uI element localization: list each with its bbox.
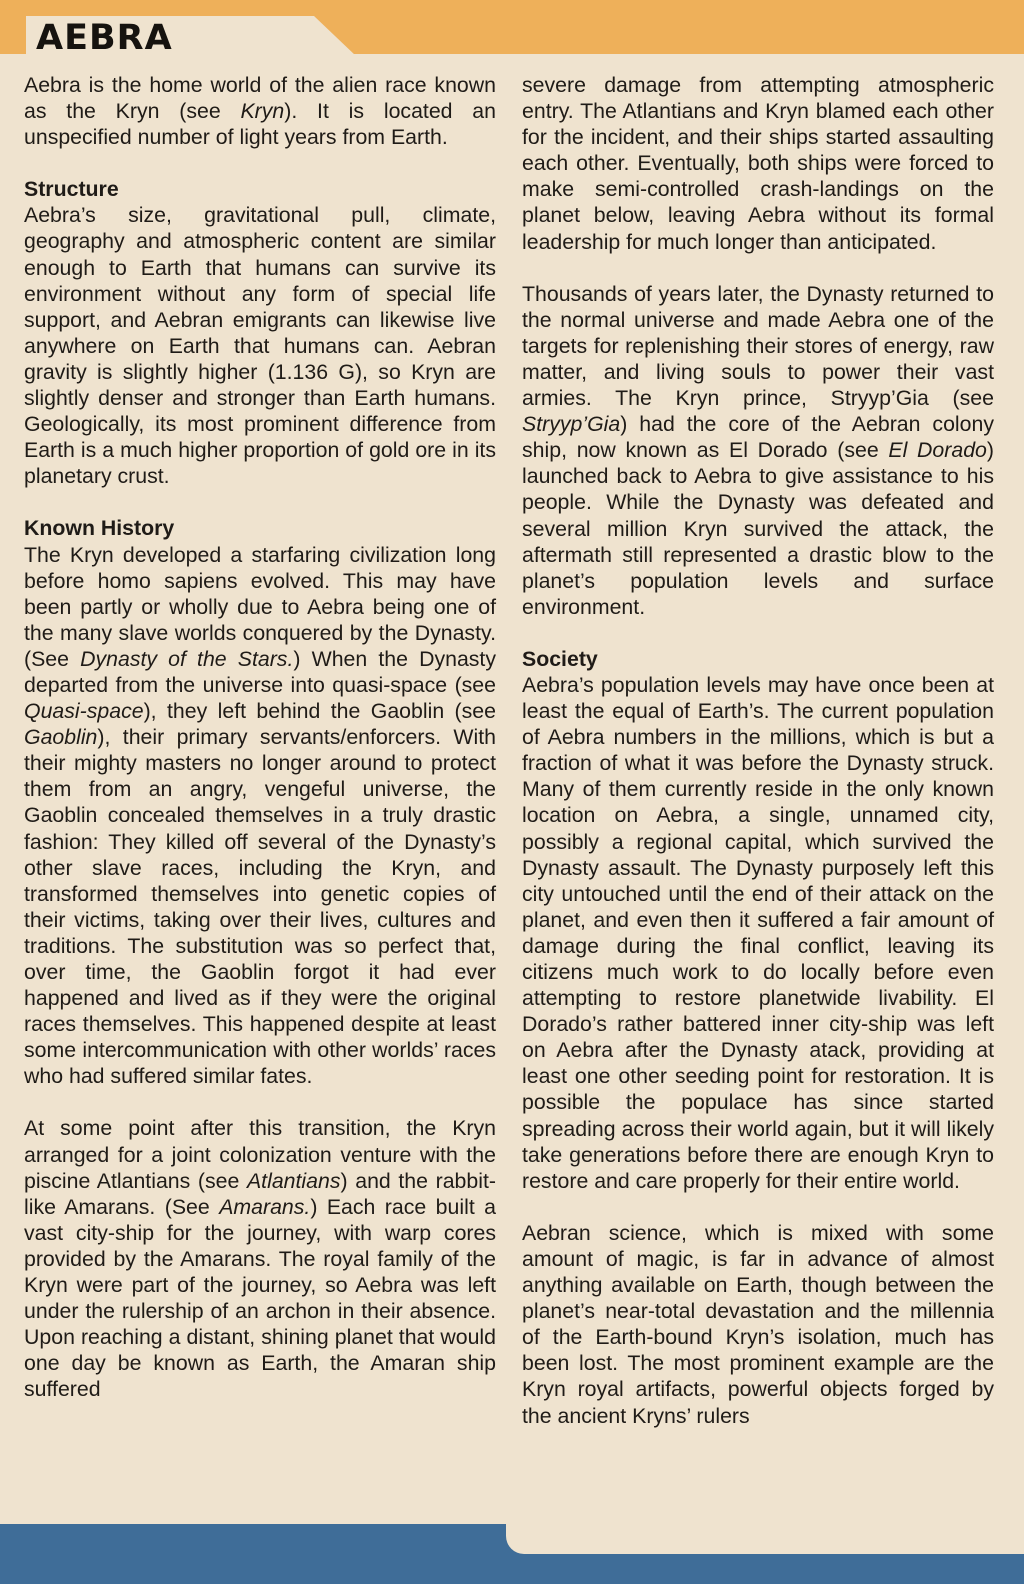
known-history-heading: Known History <box>24 516 175 541</box>
society-paragraph-2: Aebran science, which is mixed with some amount of magic, is far in advance of almost anything available on Earth, though between the planet’s near-total devastation and the millennia of the Earth-bound Kryn’s isolation, much has been lost. The most prominent example are the Kryn royal artifacts, powerful objects forged by the ancient Kryns’ rulers <box>522 1220 994 1428</box>
intro-paragraph: Aebra is the home world of the alien race known as the Kryn (see Kryn). It is located an unspecified number of light years from Earth. <box>24 73 496 150</box>
gaoblin-reference: Gaoblin <box>24 725 98 750</box>
structure-heading: Structure <box>24 177 119 202</box>
quasi-space-reference: Quasi-space <box>24 699 144 724</box>
history-paragraph-2-continued: severe damage from attempting atmospheric entry. The Atlantians and Kryn blamed each other for the incident, and their ships started assaulting each other. Eventually, both ships were forced to make semi-controlled crash-landings on the planet below, leaving Aebra without its formal leadership for much longer than anticipated. <box>522 73 994 254</box>
atlantians-reference: Atlantians <box>246 1168 341 1193</box>
history-paragraph-2: At some point after this transition, the Kryn arranged for a joint colonization venture with the piscine Atlantians (see Atlantians) and the rabbit-like Amarans. (See Amarans.) Each race built a vast city-ship for the journey, with warp cores provided by the Amarans. The royal family of the Kryn were part of the journey, so Aebra was left under the rulership of an archon in their absence. Upon reaching a distant, shining planet that would one day be known as Earth, the Amaran ship suffered <box>24 1116 496 1402</box>
page-title: AEBRA <box>36 18 173 58</box>
dynasty-reference: Dynasty of the Stars. <box>80 646 294 671</box>
amarans-reference: Amarans. <box>219 1194 311 1219</box>
society-heading: Society <box>522 646 598 671</box>
stryyp-gia-reference: Stryyp’Gia <box>522 412 621 437</box>
kryn-reference: Kryn <box>240 99 285 124</box>
history-paragraph-1: The Kryn developed a starfaring civilization long before homo sapiens evolved. This may have been partly or wholly due to Aebra being one of the many slave worlds conquered by the Dynasty. (See Dynasty of the Stars.) When the Dynasty departed from the universe into quasi-space (see Quasi-space), they left behind the Gaoblin (see Gaoblin), their primary servants/enforcers. With their mighty masters no longer around to protect them from an angry, vengeful universe, the Gaoblin concealed themselves in a truly drastic fashion: They killed off several of the Dynasty’s other slave races, including the Kryn, and transformed themselves into genetic copies of their victims, taking over their lives, cultures and traditions. The substitution was so perfect that, over time, the Gaoblin forgot it had ever happened and lived as if they were the original races themselves. This happened despite at least some intercommunication with other worlds’ races who had suffered similar fates. <box>24 542 496 1089</box>
el-dorado-reference: El Dorado <box>888 438 987 463</box>
society-paragraph-1: Aebra’s population levels may have once been at least the equal of Earth’s. The current population of Aebra numbers in the millions, which is but a fraction of what it was before the Dynasty struck. Many of them currently reside in the only known location on Aebra, a single, unnamed city, possibly a regional capital, which survived the Dynasty assault. The Dynasty purposely left this city untouched until the end of their attack on the planet, and even then it suffered a fair amount of damage during the final conflict, leaving its citizens much work to do locally before even attempting to restore planetwide livability. El Dorado’s rather battered inner city-ship was left on Aebra after the Dynasty atack, providing at least one other seeding point for restoration. It is possible the populace has since started spreading across their world again, but it will likely take generations before there are enough Kryn to restore and care properly for their entire world. <box>522 672 994 1193</box>
structure-paragraph: Aebra’s size, gravitational pull, climate, geography and atmospheric content are similar enough to Earth that humans can survive its environment without any form of special life support, and Aebran emigrants can likewise live anywhere on Earth that humans can. Aebran gravity is slightly higher (1.136 G), so Kryn are slightly denser and stronger than Earth humans. Geologically, its most prominent difference from Earth is a much higher proportion of gold ore in its planetary crust. <box>24 203 496 489</box>
left-column <box>24 72 496 1429</box>
right-column <box>522 72 994 1455</box>
history-paragraph-3: Thousands of years later, the Dynasty returned to the normal universe and made Aebra one of the targets for replenishing their stores of energy, raw matter, and living souls to power their vast armies. The Kryn prince, Stryyp’Gia (see Stryyp’Gia) had the core of the Aebran colony ship, now known as El Dorado (see El Dorado) launched back to Aebra to give assistance to his people. While the Dynasty was defeated and several million Kryn survived the attack, the aftermath still represented a drastic blow to the planet’s population levels and surface environment. <box>522 281 994 619</box>
footer-tab <box>506 1504 1024 1554</box>
